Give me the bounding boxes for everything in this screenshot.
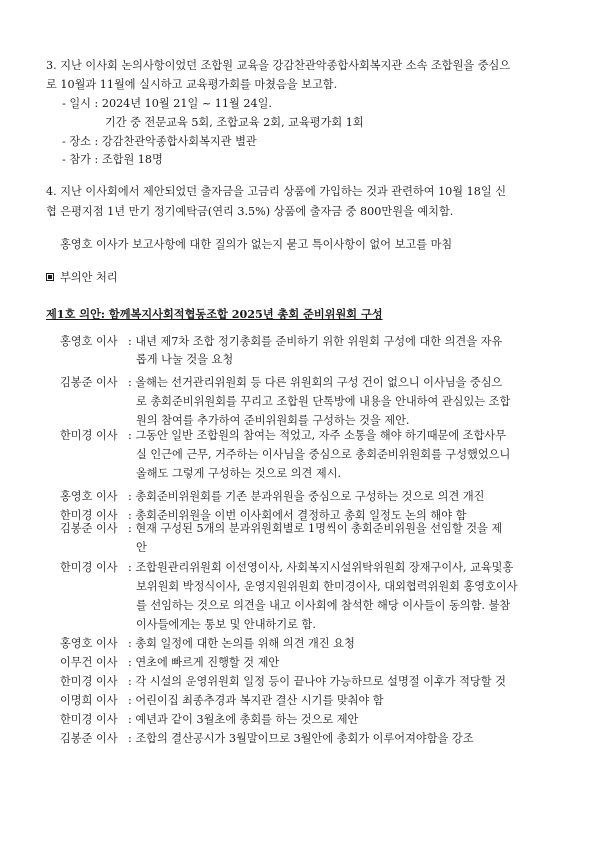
- speaker-name: 김봉준 이사: [60, 732, 118, 745]
- minute-line: 올해도 그렇게 구성하는 것으로 의견 제시.: [136, 467, 342, 480]
- speaker-name: 한미경 이사: [60, 509, 118, 522]
- minute-line: 로 총회준비위원회를 꾸리고 조합원 단톡방에 내용을 안내하여 관심있는 조합: [136, 395, 511, 408]
- speaker-name: 한미경 이사: [60, 675, 118, 688]
- minute-line: : 어린이집 최종추경과 복지관 결산 시기를 맞춰야 함: [128, 694, 384, 707]
- minute-line: : 올해는 선거관리위원회 등 다른 위원회의 구성 건이 없으니 이사님을 중심으: [128, 376, 503, 389]
- minute-line: : 조합의 결산공시가 3월말이므로 3월안에 총회가 이루어져야함을 강조: [128, 732, 474, 745]
- minute-line: : 조합원관리위원회 이선영이사, 사회복지시설위탁위원회 장재구이사, 교육및홍: [128, 561, 514, 574]
- minute-line: 를 선임하는 것으로 의견을 내고 이사회에 참석한 해당 이사들이 동의함. 불참: [136, 599, 511, 612]
- minute-line: 실 인근에 근무, 거주하는 이사님을 중심으로 총회준비위원회를 구성했었으니: [136, 448, 511, 461]
- item3-date: - 일시 : 2024년 10월 21일 ~ 11월 24일.: [62, 97, 272, 110]
- minute-line: 안: [136, 541, 147, 554]
- speaker-name: 한미경 이사: [60, 713, 118, 726]
- section-heading: [46, 270, 118, 286]
- minute-line: : 각 시설의 운영위원회 일정 등이 끝나야 가능하므로 설명절 이후가 적당할 것: [128, 675, 506, 688]
- speaker-name: 한미경 이사: [60, 561, 118, 574]
- minute-line: 보위원회 박정식이사, 운영지원위원회 한미경이사, 대외협력위원회 홍영호이사: [136, 580, 518, 593]
- minute-line: : 그동안 일반 조합원의 참여는 적었고, 자주 소통을 해야 하기때문에 조합사무: [128, 429, 506, 442]
- speaker-name: 홍영호 이사: [60, 490, 118, 503]
- square-bullet-icon: [46, 273, 54, 281]
- minute-line: : 내년 제7차 조합 정기총회를 준비하기 위한 위원회 구성에 대한 의견을 자유: [128, 335, 503, 348]
- item3-line1: 3. 지난 이사회 논의사항이었던 조합원 교육을 강감찬관악종합사회복지관 소속 조합원을 중심으: [46, 59, 511, 72]
- speaker-name: 이명희 이사: [60, 694, 118, 707]
- minute-line: : 총회준비위원회를 기존 분과위원을 중심으로 구성하는 것으로 의견 개진: [128, 490, 485, 503]
- item3-line2: 로 10월과 11월에 실시하고 교육평가회를 마쳤음을 보고함.: [46, 78, 338, 91]
- minute-line: 롭게 나눌 것을 요청: [136, 353, 234, 366]
- minute-line: : 총회 일정에 대한 논의를 위해 의견 개진 요청: [128, 637, 355, 650]
- speaker-name: 김봉준 이사: [60, 376, 118, 389]
- speaker-name: 이무건 이사: [60, 656, 118, 669]
- section-title: 부의안 처리: [60, 271, 118, 284]
- minute-line: : 총회준비위원을 이번 이사회에서 결정하고 총회 일정도 논의 해야 함: [128, 509, 467, 522]
- item3-place: - 장소 : 강감찬관악종합사회복지관 별관: [62, 135, 257, 148]
- minute-line: : 연초에 빠르게 진행할 것 제안: [128, 656, 280, 669]
- speaker-name: 홍영호 이사: [60, 335, 118, 348]
- speaker-name: 홍영호 이사: [60, 637, 118, 650]
- agenda-title: 제1호 의안: 함께복지사회적협동조합 2025년 총회 준비위원회 구성: [46, 307, 383, 321]
- report-closing: 홍영호 이사가 보고사항에 대한 질의가 없는지 묻고 특이사항이 없어 보고를 마침: [60, 238, 453, 251]
- item4-line2: 협 은평지점 1년 만기 정기예탁금(연리 3.5%) 상품에 출자금 중 800만원을 예치함.: [46, 205, 454, 218]
- minute-line: : 현재 구성된 5개의 분과위원회별로 1명씩이 총회준비위원을 선임할 것을 제: [128, 522, 503, 535]
- minute-line: 원의 참여를 추가하여 준비위원회를 구성하는 것을 제안.: [136, 414, 410, 427]
- speaker-name: 김봉준 이사: [60, 522, 118, 535]
- minute-line: : 예년과 같이 3월초에 총회를 하는 것으로 제안: [128, 713, 359, 726]
- item4-line1: 4. 지난 이사회에서 제안되었던 출자금을 고금리 상품에 가입하는 것과 관련하여 10월 18일 신: [46, 185, 507, 198]
- item3-attendees: - 참가 : 조합원 18명: [62, 153, 163, 166]
- speaker-name: 한미경 이사: [60, 429, 118, 442]
- item3-date-detail: 기간 중 전문교육 5회, 조합교육 2회, 교육평가회 1회: [105, 116, 364, 129]
- minute-line: 이사들에게는 통보 및 안내하기로 함.: [136, 618, 316, 631]
